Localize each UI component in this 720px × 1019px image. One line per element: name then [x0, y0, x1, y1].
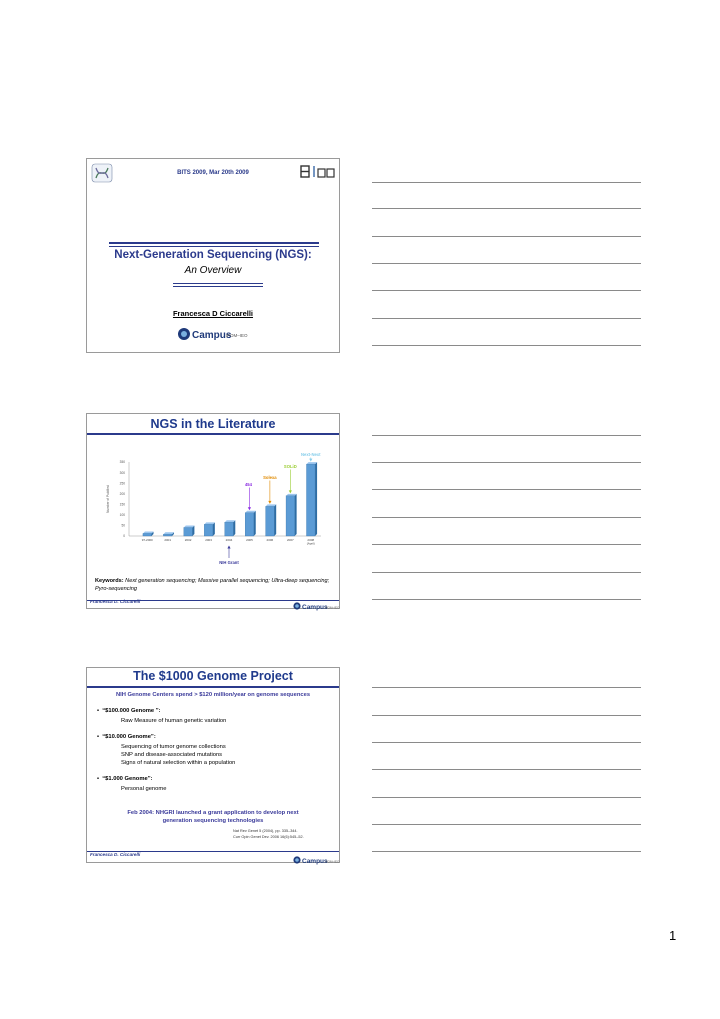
svg-text:Campus: Campus — [192, 330, 232, 341]
author-name: Francesca D Ciccarelli — [172, 309, 254, 318]
note-line — [372, 263, 641, 264]
bullet-1k: • “$1.000 Genome”: — [97, 776, 153, 782]
note-line — [372, 715, 641, 716]
x-tick-label: 2003 — [205, 538, 212, 542]
note-line — [372, 544, 641, 545]
keywords-text: Next generation sequencing; Massive parallel sequencing; Ultra-deep sequencing; Pyro-sequencing — [95, 578, 330, 592]
y-tick-label: 50 — [121, 523, 125, 528]
note-line — [372, 345, 641, 346]
svg-text:Campus: Campus — [302, 858, 328, 865]
y-tick-label: 350 — [119, 460, 125, 465]
note-line — [372, 517, 641, 518]
feb-2004-line1: Feb 2004: NHGRI launched a grant application to develop next — [127, 810, 299, 816]
slide-title-text: The $1000 Genome Project — [133, 669, 293, 683]
campus-logo — [293, 852, 339, 870]
annotation-label: SOLiD — [283, 464, 297, 469]
bullet-item: Personal genome — [121, 786, 167, 792]
annotation-arrowhead — [268, 501, 271, 504]
slide-title — [86, 158, 340, 353]
x-tick-label: 97-2000 — [141, 538, 153, 542]
x-tick-label: 2005 — [246, 538, 253, 542]
bullet-label: “$1.000 Genome”: — [102, 776, 153, 782]
divider — [173, 283, 263, 284]
annotation-arrowhead — [227, 546, 230, 549]
slide-subtitle: An Overview — [184, 265, 242, 276]
slide-title-text: NGS in the Literature — [150, 417, 276, 431]
y-tick-label: 100 — [119, 513, 125, 518]
bullet-10k: • “$10.000 Genome”: — [97, 734, 156, 740]
bullet-item: Signs of natural selection within a population — [121, 760, 236, 766]
x-tick-label: 2008 — [307, 538, 315, 542]
bar — [143, 533, 152, 536]
bullet-label: “$10.000 Genome”: — [102, 734, 156, 740]
bar — [286, 496, 295, 536]
bullet-item: SNP and disease-associated mutations — [121, 752, 223, 758]
note-line — [372, 824, 641, 825]
svg-text:IFOM–IEO: IFOM–IEO — [226, 333, 248, 338]
note-line — [372, 769, 641, 770]
reference: Nat Rev Genet 5 (2004), pp. 335–344. — [233, 829, 298, 833]
title-underline — [87, 686, 339, 688]
bar — [184, 528, 193, 536]
page-number: 1 — [669, 928, 677, 943]
bar-side — [315, 462, 317, 536]
keywords-label: Keywords: — [95, 578, 124, 584]
x-tick-label: 2007 — [286, 538, 294, 542]
divider — [173, 286, 263, 287]
bar — [225, 522, 234, 536]
x-tick-label: 2002 — [184, 538, 192, 542]
bar-side — [295, 494, 297, 536]
note-line — [372, 489, 641, 490]
note-line — [372, 572, 641, 573]
annotation-label: 454 — [244, 482, 252, 487]
annotation-arrowhead — [289, 490, 292, 493]
svg-text:IFOM–IEO: IFOM–IEO — [325, 605, 340, 610]
annotation-arrowhead — [248, 507, 251, 510]
annotation-label: Solexa — [263, 475, 277, 480]
note-line — [372, 290, 641, 291]
bar-side — [233, 520, 235, 536]
svg-text:IFOM–IEO: IFOM–IEO — [325, 859, 340, 864]
bits-logo — [300, 165, 336, 184]
bar-side — [213, 522, 215, 536]
bullet-100k: • “$100.000 Genome ”: — [97, 708, 161, 714]
y-tick-label: 0 — [123, 534, 125, 539]
title-underline — [87, 433, 339, 435]
bar-side — [274, 504, 276, 536]
bar — [204, 524, 213, 536]
bar-side — [254, 511, 256, 536]
y-tick-label: 250 — [119, 481, 125, 486]
feb-2004-line2: generation sequencing technologies — [162, 818, 264, 824]
note-line — [372, 851, 641, 852]
slide-1000-genome — [86, 667, 340, 863]
bullet-label: “$100.000 Genome ”: — [102, 708, 161, 714]
note-line — [372, 462, 641, 463]
publications-bar-chart — [101, 452, 327, 574]
bullet-item: Sequencing of tumor genome collections — [121, 744, 226, 750]
annotation-arrowhead — [309, 459, 312, 462]
y-tick-label: 150 — [119, 502, 125, 507]
footer-author: Francesca D. Ciccarelli — [90, 852, 141, 857]
note-line — [372, 236, 641, 237]
svg-text:Campus: Campus — [302, 604, 328, 611]
slide-literature — [86, 413, 340, 609]
bar — [163, 534, 172, 536]
note-line — [372, 182, 641, 183]
bar — [306, 464, 315, 536]
note-line — [372, 742, 641, 743]
annotation-label: NIH Grant — [219, 560, 239, 565]
campus-logo — [177, 326, 247, 347]
intro-text: NIH Genome Centers spend > $120 million/year on genome sequences — [115, 692, 311, 698]
bar — [266, 506, 275, 536]
header-text: BITS 2009, Mar 20th 2009 — [177, 170, 249, 176]
note-line — [372, 208, 641, 209]
y-tick-label: 300 — [119, 470, 125, 475]
x-tick-label: 2006 — [266, 538, 274, 542]
bar — [245, 513, 254, 536]
note-line — [372, 797, 641, 798]
x-tick-label: 2004 — [225, 538, 233, 542]
keywords — [95, 577, 335, 593]
x-tick-label: (April) — [306, 541, 315, 546]
note-line — [372, 318, 641, 319]
footer-author: Francesca D. Ciccarelli — [90, 599, 141, 604]
annotation-label: Next-Next — [300, 452, 321, 457]
note-line — [372, 599, 641, 600]
campus-logo — [293, 598, 339, 616]
divider-thick — [109, 242, 319, 244]
y-axis-label: Number of PubMed — [106, 485, 110, 513]
divider — [109, 246, 319, 247]
reference: Curr Opin Genet Dev. 2006 16(6):545–52. — [233, 835, 304, 839]
slide-title-text: Next-Generation Sequencing (NGS): — [114, 249, 312, 261]
x-tick-label: 2001 — [164, 538, 172, 542]
note-line — [372, 687, 641, 688]
y-tick-label: 200 — [119, 491, 125, 496]
bullet-item: Raw Measure of human genetic variation — [121, 718, 227, 724]
note-line — [372, 435, 641, 436]
